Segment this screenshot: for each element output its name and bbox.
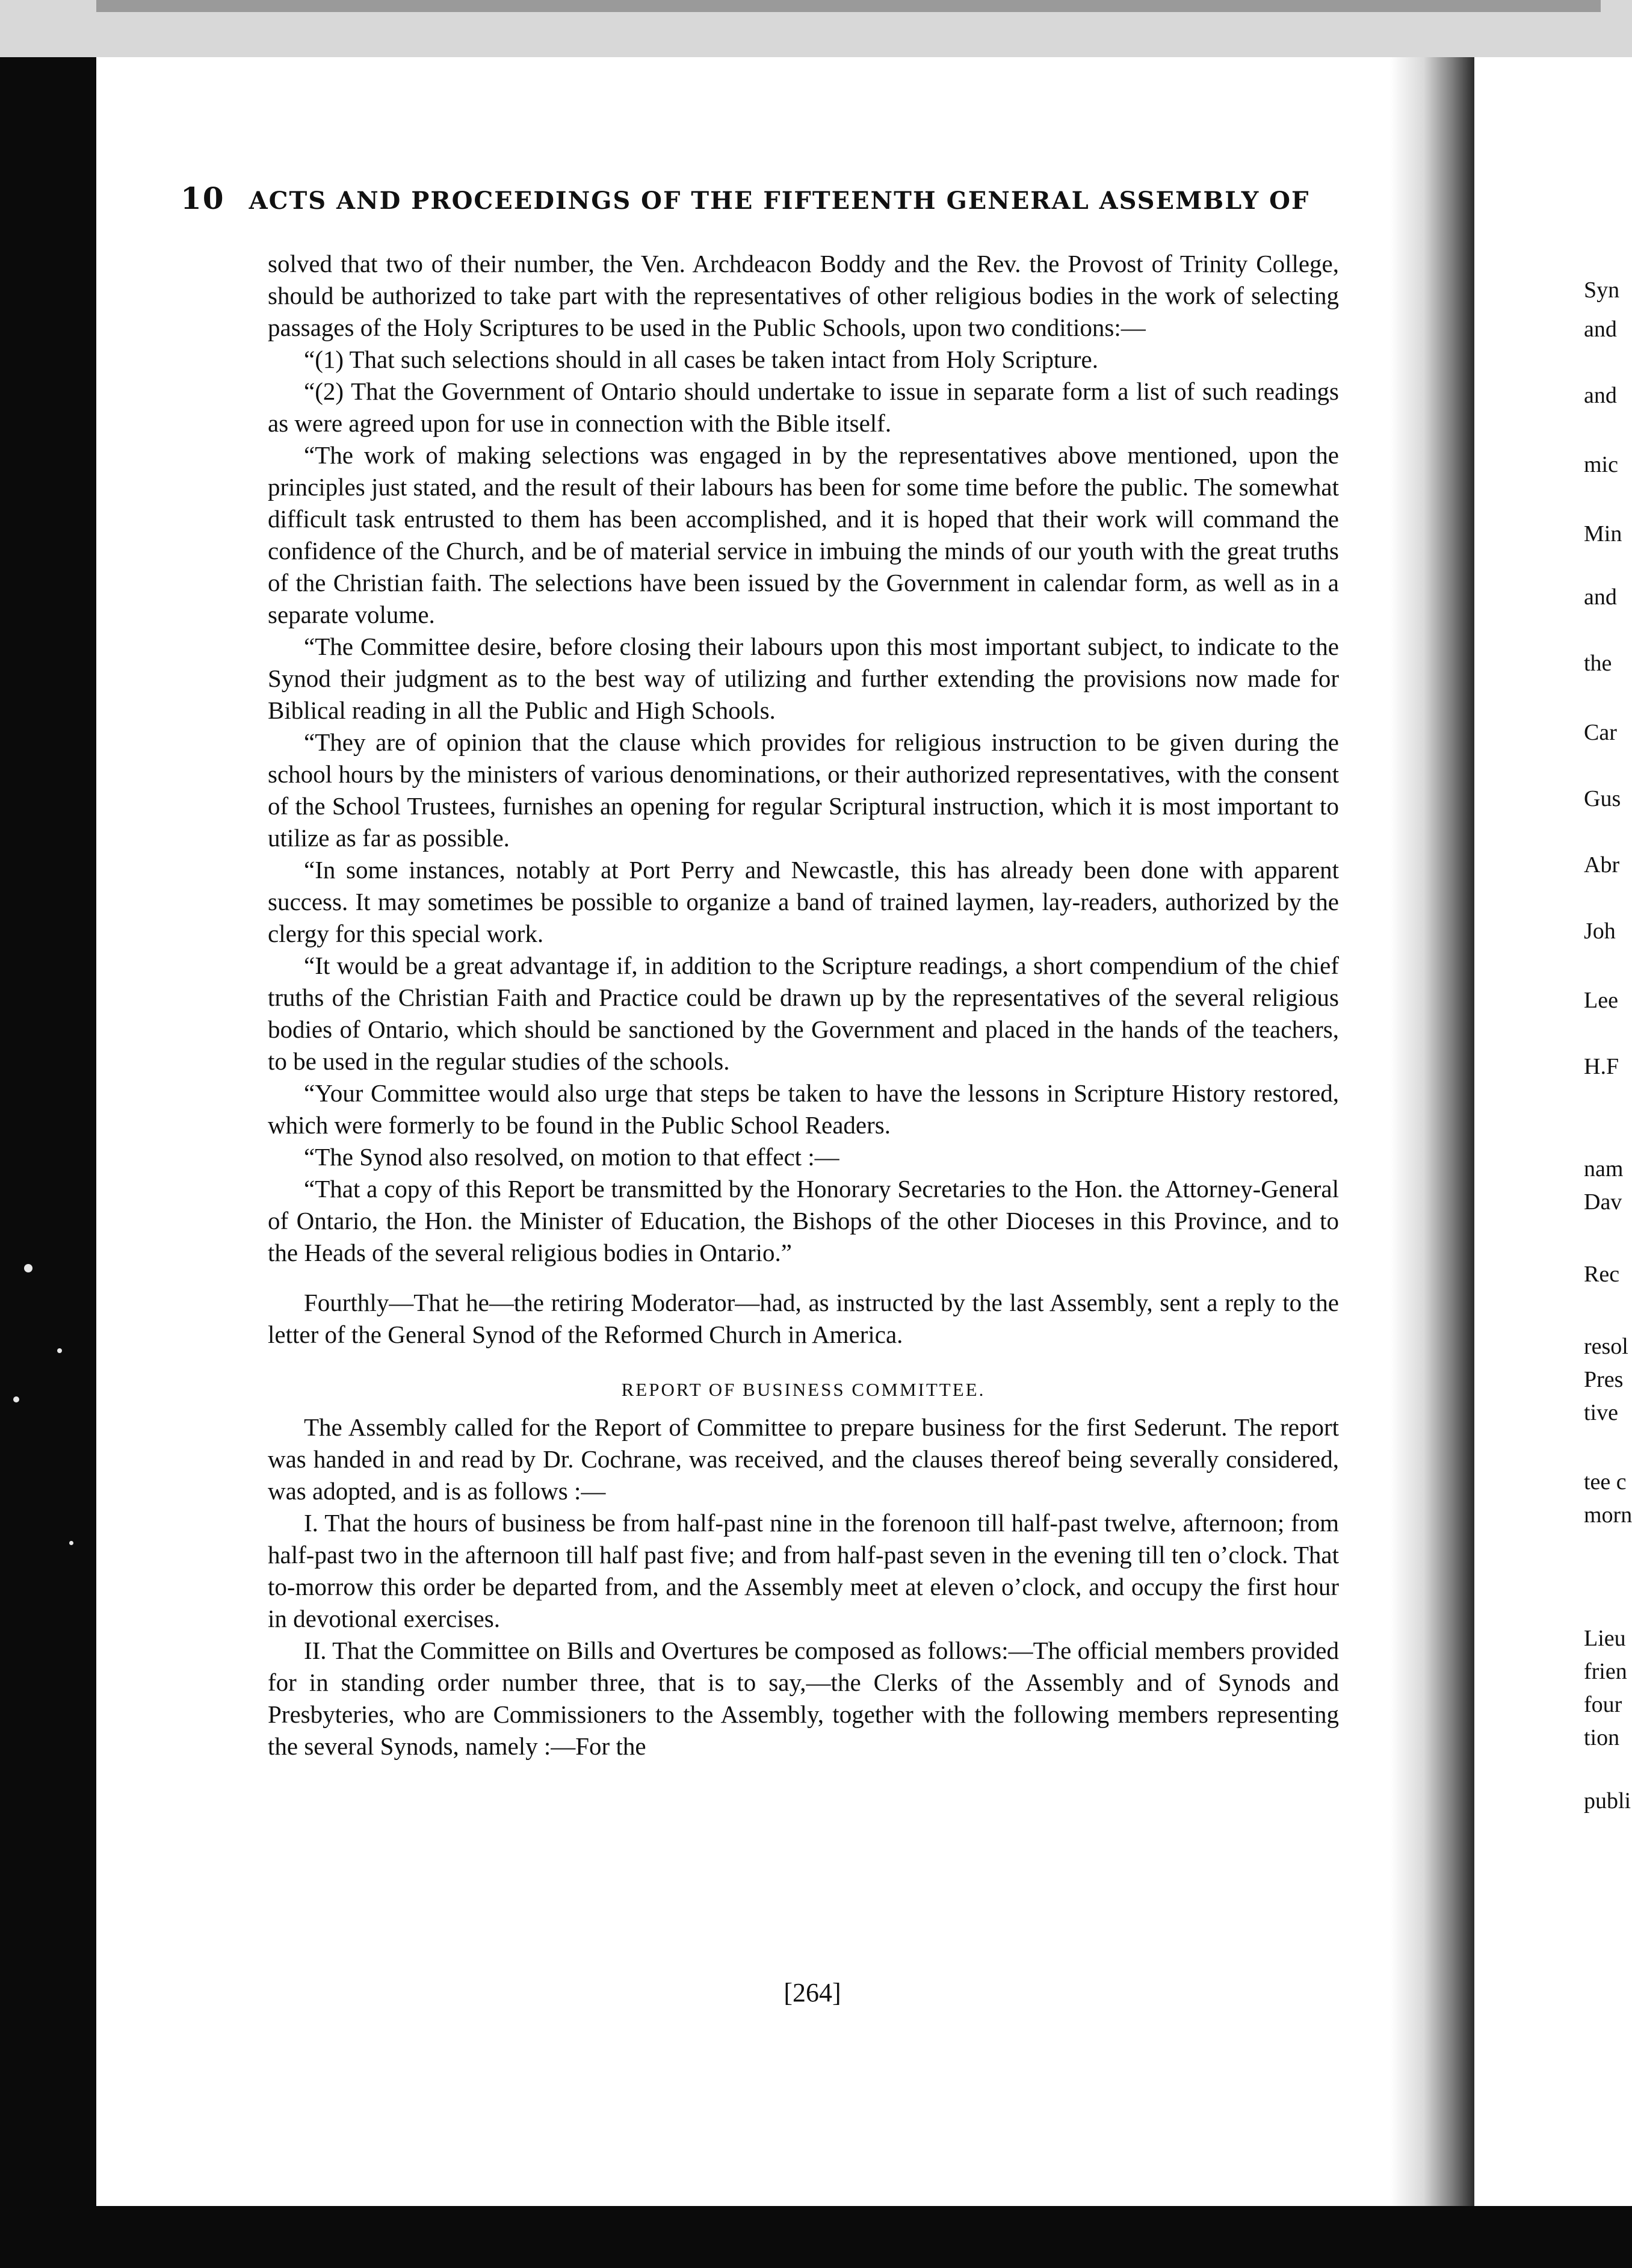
paragraph: solved that two of their number, the Ven. Archdeacon Boddy and the Rev. the Provost of Trinity College, should be authorized to take part with the representatives of other religious bodies in the work of selecting passages of the Holy Scriptures to be used in the Public Schools, upon two conditions:— — [268, 250, 1339, 341]
paragraph: Fourthly—That he—the retiring Moderator—had, as instructed by the last Assembly, sent a reply to the letter of the General Synod of the Reformed Church in America. — [268, 1289, 1339, 1348]
paragraph: “The Committee desire, before closing their labours upon this most important subject, to indicate to the Synod their judgment as to the best way of utilizing and further extending the provisions now made for Biblical reading in all the Public and High Schools. — [268, 633, 1339, 724]
margin-fragment: Lieu — [1584, 1626, 1626, 1651]
page-footer-number: [264] — [784, 1978, 841, 2007]
margin-fragment: and — [1584, 383, 1617, 408]
page-body — [268, 248, 1339, 1762]
paragraph: “Your Committee would also urge that steps be taken to have the lessons in Scripture History restored, which were formerly to be found in the Public School Readers. — [268, 1079, 1339, 1139]
margin-fragment: tion — [1584, 1725, 1620, 1750]
paragraph: “The work of making selections was engaged in by the representatives above mentioned, upon the principles just stated, and the result of their labours has been for some time before the public. The somewhat difficult task entrusted to them has been accomplished, and it is hoped that their work will command the confidence of the Church, and be of material service in imbuing the minds of our youth with the great truths of the Christian faith. The selections have been issued by the Government in calendar form, as well as in a separate volume. — [268, 441, 1339, 628]
paragraph: “The Synod also resolved, on motion to that effect :— — [304, 1143, 839, 1171]
margin-fragment: Rec — [1584, 1262, 1620, 1287]
facing-page-edge — [1474, 57, 1632, 2206]
margin-fragment: Gus — [1584, 786, 1621, 811]
paragraph: “In some instances, notably at Port Perry and Newcastle, this has already been done with apparent success. It may sometimes be possible to organize a band of trained laymen, lay-readers, authorized by the clergy for this special work. — [268, 856, 1339, 947]
scan-binding-strip — [96, 0, 1601, 12]
paragraph: “(1) That such selections should in all cases be taken intact from Holy Scripture. — [304, 345, 1098, 373]
scan-dust — [13, 1396, 19, 1402]
paragraph: “It would be a great advantage if, in addition to the Scripture readings, a short compendium of the chief truths of the Christian Faith and Practice could be drawn up by the representatives of the several religious bodies of Ontario, which should be sanctioned by the Government and placed in the hands of the teachers, to be used in the regular studies of the schools. — [268, 952, 1339, 1075]
margin-fragment: Syn — [1584, 277, 1620, 303]
margin-fragment: H.F — [1584, 1054, 1619, 1079]
margin-fragment: tee c — [1584, 1469, 1627, 1495]
margin-fragment: four — [1584, 1692, 1622, 1717]
paragraph: “They are of opinion that the clause which provides for religious instruction to be given during the school hours by the ministers of various denominations, or their authorized representatives, with the consent of the School Trustees, furnishes an opening for regular Scriptural instruction, which it is most important to utilize as far as possible. — [268, 728, 1339, 852]
margin-fragment: nam — [1584, 1156, 1624, 1182]
running-header — [181, 181, 1354, 216]
margin-fragment: and — [1584, 584, 1617, 610]
page-number: 10 — [181, 181, 225, 216]
margin-fragment: Dav — [1584, 1189, 1622, 1215]
margin-fragment: tive — [1584, 1400, 1618, 1425]
paragraph: The Assembly called for the Report of Committee to prepare business for the first Sederunt. The report was handed in and read by Dr. Cochrane, was received, and the clauses thereof being severally considered, was adopted, and is as follows :— — [268, 1413, 1339, 1505]
margin-fragment: publi — [1584, 1788, 1631, 1814]
scan-dust — [69, 1541, 73, 1545]
margin-fragment: resol — [1584, 1334, 1628, 1359]
paragraph: “(2) That the Government of Ontario should undertake to issue in separate form a list of such readings as were agreed upon for use in connection with the Bible itself. — [268, 377, 1339, 437]
margin-fragment: Min — [1584, 521, 1622, 547]
margin-fragment: Pres — [1584, 1367, 1624, 1392]
margin-fragment: Car — [1584, 720, 1617, 745]
margin-fragment: the — [1584, 651, 1612, 676]
margin-fragment: frien — [1584, 1659, 1627, 1684]
margin-fragment: Joh — [1584, 919, 1616, 944]
margin-fragment: Abr — [1584, 852, 1620, 878]
page-gutter-shadow — [1390, 57, 1474, 2206]
paragraph: I. That the hours of business be from half-past nine in the forenoon till half-past twelve, afternoon; from half-past two in the afternoon till half past five; and from half-past seven in the evening till ten o’clock. That to-morrow this order be departed from, and the Assembly meet at eleven o’clock, and occupy the first hour in devotional exercises. — [268, 1509, 1339, 1632]
margin-fragment: and — [1584, 317, 1617, 342]
paragraph: II. That the Committee on Bills and Overtures be composed as follows:—The official members provided for in standing order number three, that is to say,—the Clerks of the Assembly and of Synods and Presbyteries, who are Commissioners to the Assembly, together with the following members representing the several Synods, namely :—For the — [268, 1637, 1339, 1760]
scan-dust — [57, 1348, 62, 1353]
running-title: ACTS AND PROCEEDINGS OF THE FIFTEENTH GENERAL ASSEMBLY OF — [249, 187, 1310, 215]
scan-dust — [24, 1264, 32, 1272]
margin-fragment: mic — [1584, 452, 1618, 477]
margin-fragment: morn — [1584, 1502, 1632, 1528]
section-heading: REPORT OF BUSINESS COMMITTEE. — [621, 1379, 986, 1400]
margin-fragment: Lee — [1584, 988, 1618, 1013]
paragraph: “That a copy of this Report be transmitted by the Honorary Secretaries to the Hon. the Attorney-General of Ontario, the Hon. the Minister of Education, the Bishops of the other Dioceses in this Province, and to the Heads of the several religious bodies in Ontario.” — [268, 1175, 1339, 1266]
